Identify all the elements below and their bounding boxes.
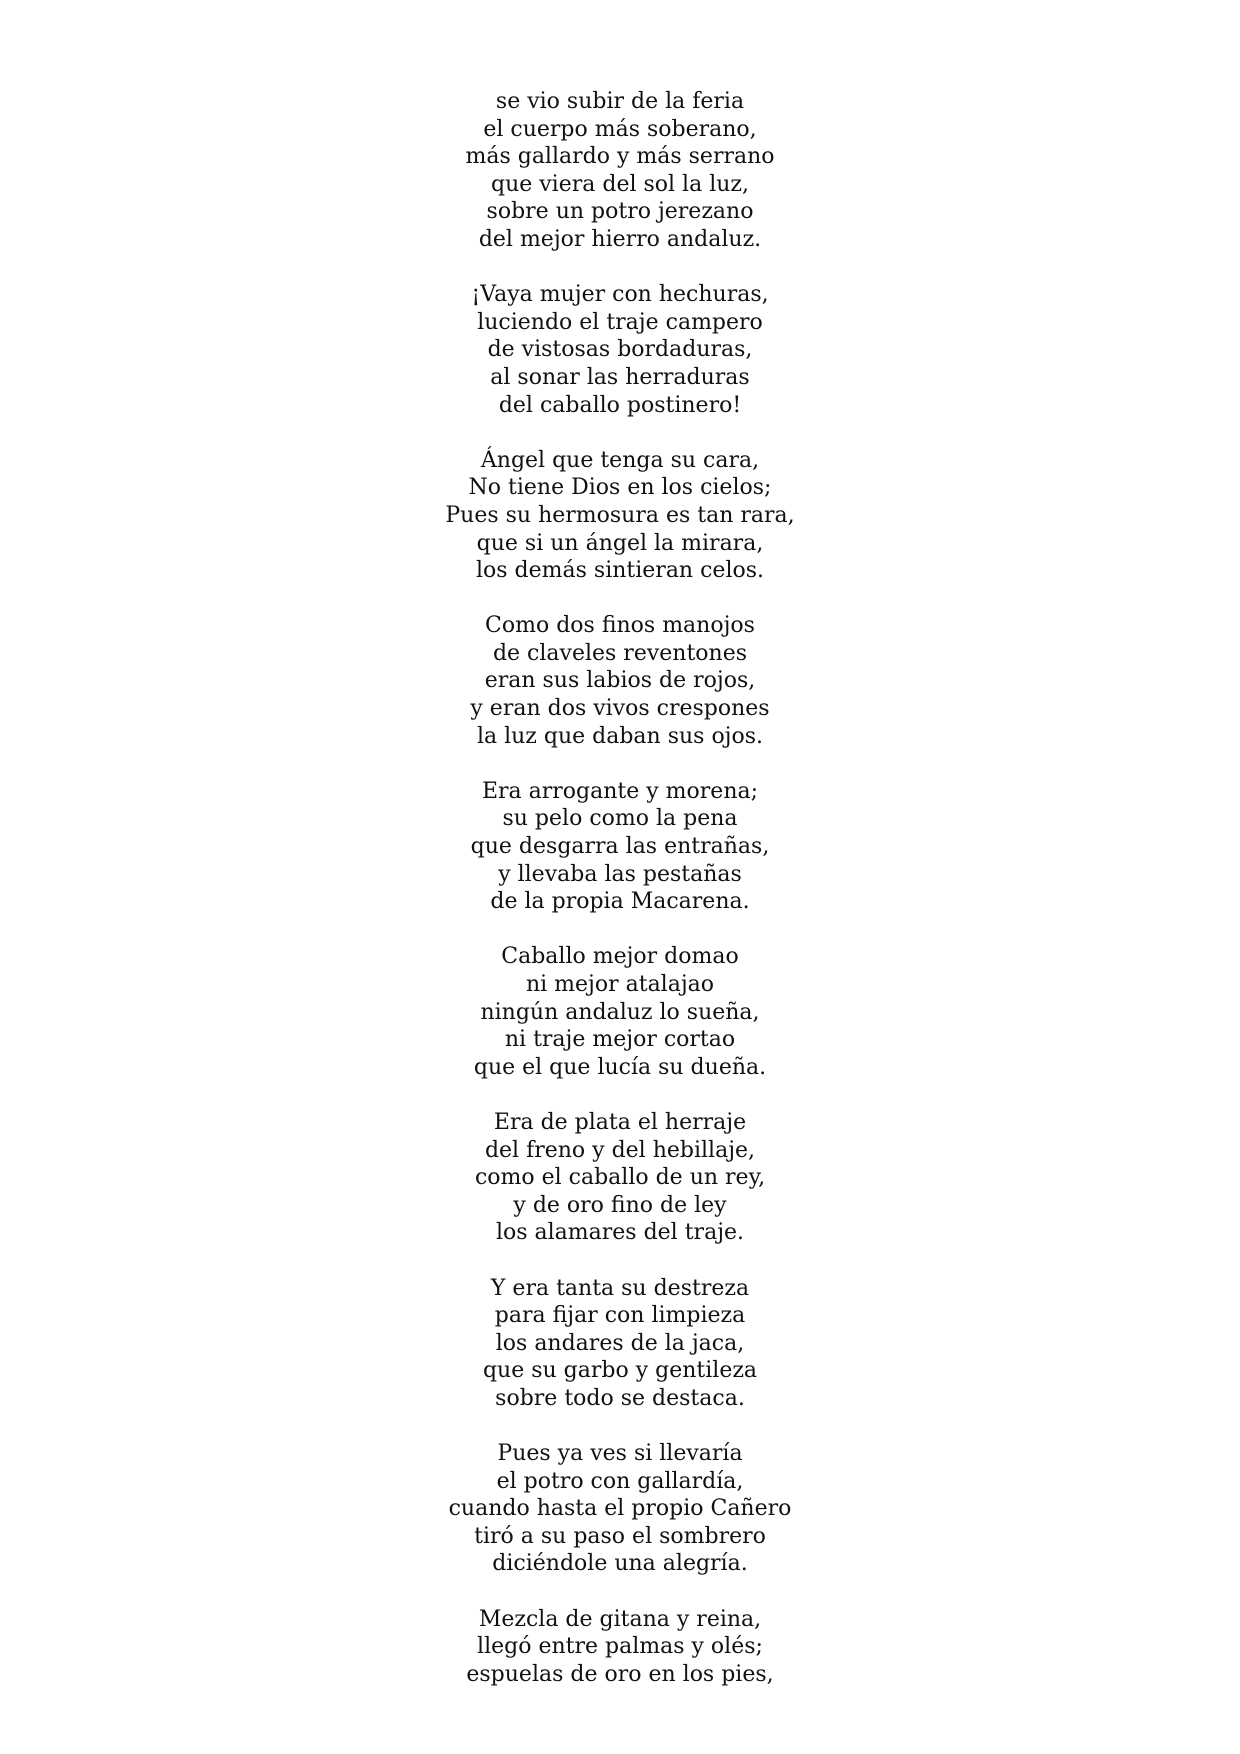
poem-line: su pelo como la pena (502, 806, 738, 832)
poem-line: los demás sintieran celos. (475, 558, 765, 584)
poem-line: No tiene Dios en los cielos; (468, 475, 772, 501)
poem-line: y eran dos vivos crespones (470, 696, 770, 722)
poem-line: Era arrogante y morena; (481, 778, 759, 804)
poem-line: se vio subir de la feria (495, 89, 745, 114)
stanza-9 (0, 1440, 1240, 1578)
poem-line: como el caballo de un rey, (474, 1165, 766, 1191)
poem-line: más gallardo y más serrano (465, 144, 775, 170)
poem-line: el potro con gallardía, (496, 1468, 744, 1494)
poem-line: eran sus labios de rojos, (484, 668, 756, 694)
poem-line: del mejor hierro andaluz. (478, 226, 762, 252)
poem-line: espuelas de oro en los pies, (466, 1661, 774, 1687)
stanza-5 (0, 778, 1240, 916)
poem-line: ni traje mejor cortao (504, 1027, 736, 1053)
stanza-1 (0, 88, 1240, 254)
poem-line: los alamares del traje. (495, 1220, 745, 1246)
poem-line: para fijar con limpieza (494, 1303, 746, 1329)
poem-line: al sonar las herraduras (490, 364, 750, 390)
poem-line: y de oro fino de ley (513, 1192, 727, 1218)
poem-line: los andares de la jaca, (495, 1330, 745, 1356)
poem-line: del caballo postinero! (498, 392, 742, 418)
poem-line: diciéndole una alegría. (492, 1551, 748, 1577)
poem-line: llegó entre palmas y olés; (477, 1634, 763, 1660)
stanza-3 (0, 447, 1240, 585)
poem-line: tiró a su paso el sombrero (474, 1523, 766, 1549)
poem-line: de vistosas bordaduras, (487, 337, 753, 363)
poem-line: que su garbo y gentileza (482, 1358, 758, 1384)
poem-line: Ángel que tenga su cara, (480, 447, 760, 473)
poem-line: y llevaba las pestañas (498, 861, 742, 887)
poem-line: de la propia Macarena. (490, 889, 750, 915)
poem-line: Mezcla de gitana y reina, (478, 1606, 762, 1632)
poem-line: del freno y del hebillaje, (484, 1137, 756, 1163)
stanza-10 (0, 1606, 1240, 1689)
stanza-6 (0, 943, 1240, 1081)
poem-line: ningún andaluz lo sueña, (480, 999, 760, 1025)
poem-line: que el que lucía su dueña. (473, 1054, 767, 1080)
poem-line: Era de plata el herraje (493, 1109, 747, 1135)
poem-line: que si un ángel la mirara, (476, 530, 764, 556)
poem-line: ¡Vaya mujer con hechuras, (471, 282, 769, 308)
poem-line: que desgarra las entrañas, (470, 834, 770, 860)
poem-line: sobre un potro jerezano (486, 199, 754, 225)
stanza-7 (0, 1109, 1240, 1247)
poem-line: luciendo el traje campero (477, 309, 763, 335)
poem-line: que viera del sol la luz, (490, 171, 749, 197)
poem-line: de claveles reventones (492, 640, 748, 666)
poem-line: Y era tanta su destreza (490, 1275, 750, 1301)
poem-line: Pues ya ves si llevaría (497, 1441, 743, 1467)
poem-line: sobre todo se destaca. (495, 1385, 745, 1411)
poem-line: cuando hasta el propio Cañero (448, 1496, 792, 1522)
poem-line: Pues su hermosura es tan rara, (445, 502, 795, 528)
poem-line: Como dos finos manojos (485, 613, 755, 639)
poem-line: ni mejor atalajao (525, 972, 715, 997)
poem-line: el cuerpo más soberano, (483, 116, 757, 142)
poem-body (0, 88, 1240, 1716)
stanza-4 (0, 612, 1240, 750)
stanza-2 (0, 281, 1240, 419)
poem-line: la luz que daban sus ojos. (476, 723, 764, 749)
poem-line: Caballo mejor domao (501, 944, 739, 970)
stanza-8 (0, 1275, 1240, 1413)
